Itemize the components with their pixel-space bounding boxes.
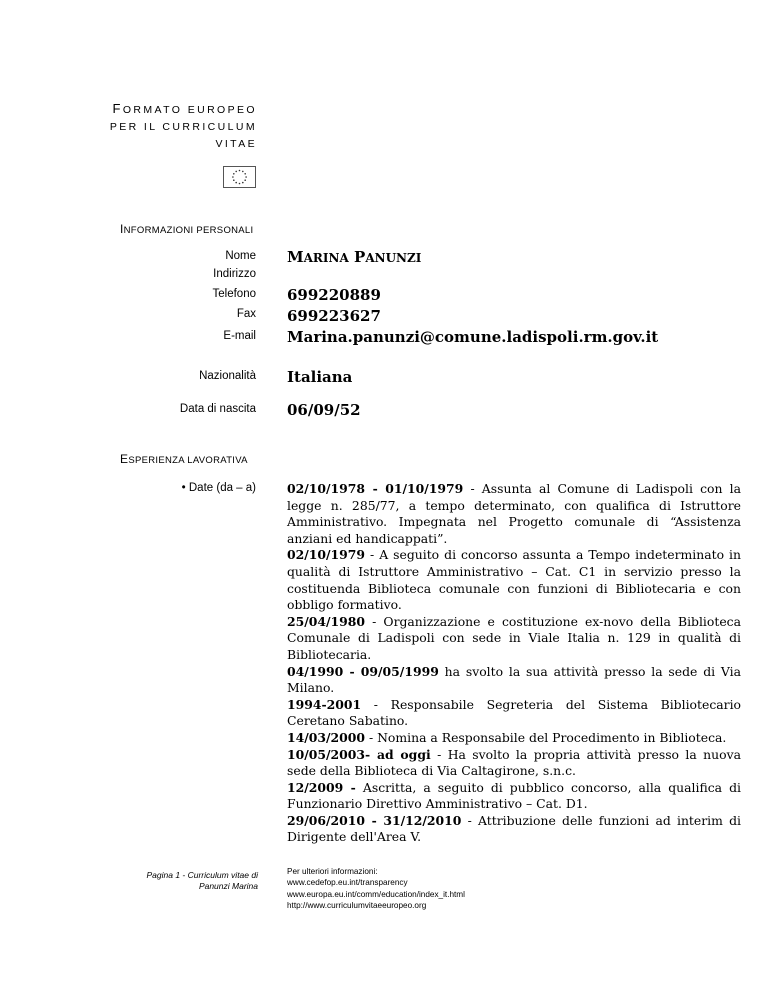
section-title-personal: INFORMAZIONI PERSONALI xyxy=(120,222,254,236)
experience-entry: 25/04/1980 - Organizzazione e costituzione ex-novo della Biblioteca Comunale di Ladispoli con sede in Viale Italia n. 129 in qualità di Bibliotecaria. xyxy=(287,613,741,662)
header-line-1: FORMATO EUROPEO xyxy=(112,101,257,116)
date-range-label: • Date (da – a) xyxy=(181,482,256,494)
footer-link-europa[interactable]: www.europa.eu.int/comm/education/index_it.html xyxy=(287,889,465,899)
experience-entry: 02/10/1978 - 01/10/1979 - Assunta al Comune di Ladispoli con la legge n. 285/77, a tempo determinato, con qualifica di Istruttore Amministrativo. Impegnata nel Progetto comunale di “Assistenza anziani ed handicappati”. xyxy=(287,481,741,546)
nascita-value: 06/09/52 xyxy=(287,401,361,419)
header-line-2: PER IL CURRICULUM xyxy=(109,121,257,133)
nazionalita-label: Nazionalità xyxy=(199,370,256,382)
email-value[interactable]: Marina.panunzi@comune.ladispoli.rm.gov.it xyxy=(287,328,659,346)
experience-list xyxy=(287,481,741,846)
email-label: E-mail xyxy=(223,330,256,342)
experience-entry: 29/06/2010 - 31/12/2010 - Attribuzione delle funzioni ad interim di Dirigente dell'Area V. xyxy=(287,812,741,845)
fax-value: 699223627 xyxy=(287,307,381,325)
footer-author: Panunzi Marina xyxy=(198,881,258,891)
page-footer-left xyxy=(120,870,258,892)
footer-info-heading: Per ulteriori informazioni: xyxy=(287,867,378,876)
experience-entry: 12/2009 - Ascritta, a seguito di pubblico concorso, alla qualifica di Funzionario Direttivo Amministrativo – Cat. D1. xyxy=(287,779,741,812)
cv-format-header xyxy=(60,100,257,153)
telefono-label: Telefono xyxy=(212,288,256,300)
indirizzo-label: Indirizzo xyxy=(213,268,256,280)
nome-label: Nome xyxy=(225,250,256,262)
experience-entry: 14/03/2000 - Nomina a Responsabile del Procedimento in Biblioteca. xyxy=(287,729,727,745)
fax-label: Fax xyxy=(236,308,256,320)
experience-entry: 10/05/2003- ad oggi - Ha svolto la propria attività presso la nuova sede della Biblioteca di Via Caltagirone, s.n.c. xyxy=(287,746,741,779)
eu-flag-icon xyxy=(223,166,256,188)
footer-link-cv-europeo[interactable]: http://www.curriculumvitaeeuropeo.org xyxy=(287,900,427,910)
nome-value: MARINA PANUNZI xyxy=(287,248,422,266)
section-title-experience: ESPERIENZA LAVORATIVA xyxy=(120,452,248,466)
footer-link-cedefop[interactable]: www.cedefop.eu.int/transparency xyxy=(287,878,408,888)
experience-entry: 04/1990 - 09/05/1999 ha svolto la sua attività presso la sede di Via Milano. xyxy=(287,663,742,696)
footer-page-info: Pagina 1 - Curriculum vitae di xyxy=(146,870,258,880)
page-footer-right xyxy=(287,866,465,911)
header-line-3: VITAE xyxy=(215,138,257,150)
experience-entry: 02/10/1979 - A seguito di concorso assunta a Tempo indeterminato in qualità di Istruttore Amministrativo – Cat. C1 in servizio presso la costituenda Biblioteca comunale con funzioni di Bibliotecaria e con obbligo formativo. xyxy=(287,547,741,613)
nazionalita-value: Italiana xyxy=(287,368,353,386)
nascita-label: Data di nascita xyxy=(179,403,256,415)
telefono-value: 699220889 xyxy=(287,286,381,304)
experience-entry: 1994-2001 - Responsabile Segreteria del Sistema Bibliotecario Ceretano Sabatino. xyxy=(287,696,741,729)
